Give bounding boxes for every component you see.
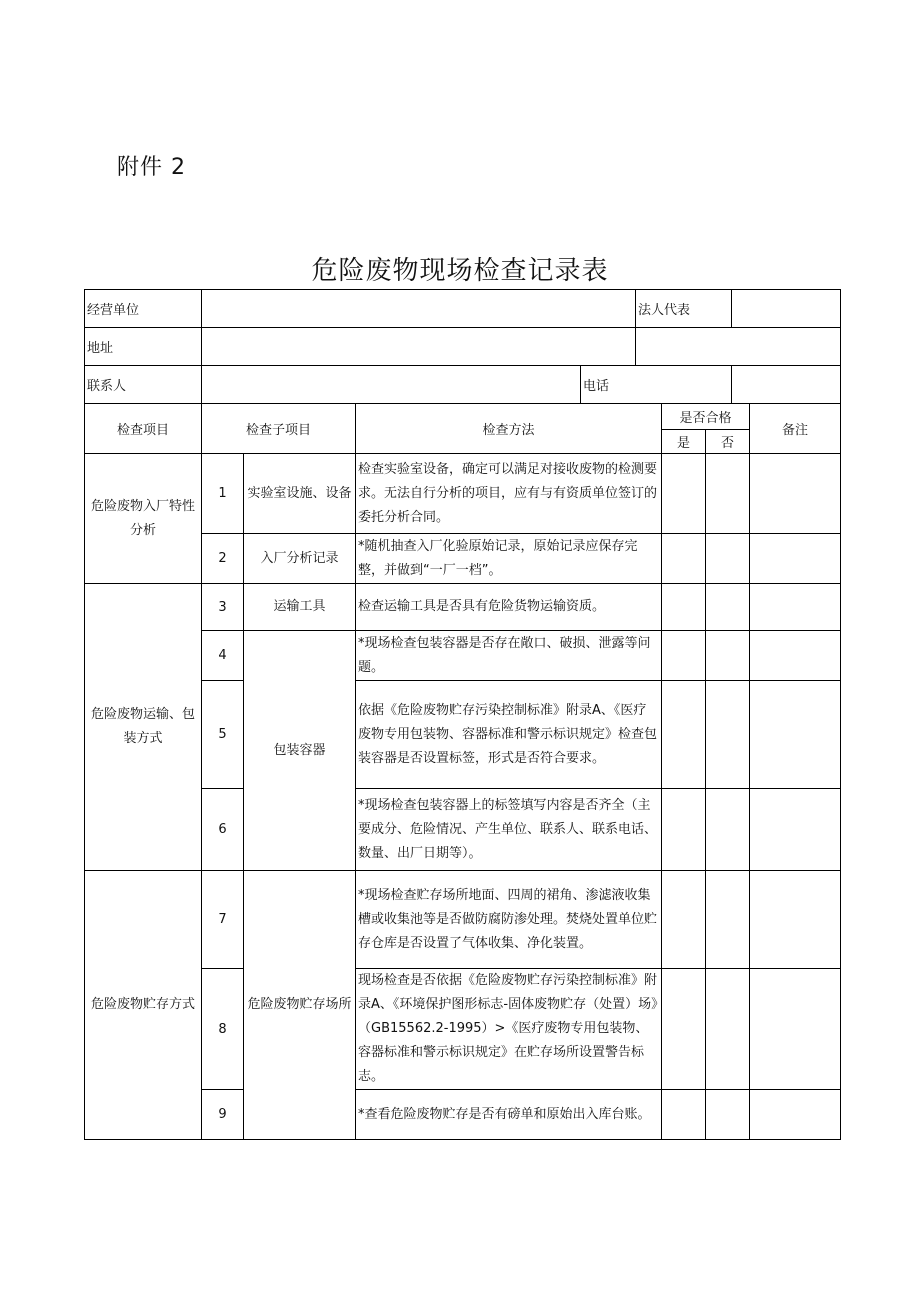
remark-cell[interactable]: [750, 1090, 841, 1140]
row-number: 2: [202, 534, 244, 584]
header-method: 检查方法: [356, 404, 662, 454]
remark-cell[interactable]: [750, 789, 841, 871]
no-cell[interactable]: [706, 789, 750, 871]
operator-value[interactable]: [202, 290, 636, 328]
yes-cell[interactable]: [662, 871, 706, 969]
no-cell[interactable]: [706, 871, 750, 969]
address-extra[interactable]: [636, 328, 841, 366]
method-cell: 检查实验室设备，确定可以满足对接收废物的检测要求。无法自行分析的项目，应有与有资质单位签订的委托分析合同。: [356, 454, 662, 534]
row-number: 8: [202, 969, 244, 1090]
no-cell[interactable]: [706, 1090, 750, 1140]
no-cell[interactable]: [706, 631, 750, 681]
contact-label: 联系人: [85, 366, 202, 404]
subitem-cell: 运输工具: [244, 584, 356, 631]
yes-cell[interactable]: [662, 454, 706, 534]
yes-cell[interactable]: [662, 584, 706, 631]
remark-cell[interactable]: [750, 631, 841, 681]
no-cell[interactable]: [706, 681, 750, 789]
subitem-cell: 包装容器: [244, 631, 356, 871]
address-value[interactable]: [202, 328, 636, 366]
operator-label: 经营单位: [85, 290, 202, 328]
group-item: 危险废物贮存方式: [85, 871, 202, 1140]
no-cell[interactable]: [706, 584, 750, 631]
remark-cell[interactable]: [750, 871, 841, 969]
header-subitem: 检查子项目: [202, 404, 356, 454]
remark-cell[interactable]: [750, 681, 841, 789]
phone-label: 电话: [581, 366, 732, 404]
method-cell: 依据《危险废物贮存污染控制标准》附录A、《医疗废物专用包装物、容器标准和警示标识规定》检查包装容器是否设置标签，形式是否符合要求。: [356, 681, 662, 789]
header-remark: 备注: [750, 404, 841, 454]
method-cell: 现场检查是否依据《危险废物贮存污染控制标准》附录A、《环境保护图形标志-固体废物贮存（处置）场》（GB15562.2-1995）>《医疗废物专用包装物、容器标准和警示标识规定》在贮存场所设置警告标志。: [356, 969, 662, 1090]
header-no: 否: [706, 430, 750, 454]
info-table: [84, 289, 841, 404]
remark-cell[interactable]: [750, 534, 841, 584]
yes-cell[interactable]: [662, 631, 706, 681]
row-number: 1: [202, 454, 244, 534]
contact-value[interactable]: [202, 366, 581, 404]
method-cell: *随机抽查入厂化验原始记录，原始记录应保存完整，并做到“一厂一档”。: [356, 534, 662, 584]
row-number: 7: [202, 871, 244, 969]
method-cell: *现场检查贮存场所地面、四周的裙角、渗滤液收集槽或收集池等是否做防腐防渗处理。焚烧处置单位贮存仓库是否设置了气体收集、净化装置。: [356, 871, 662, 969]
no-cell[interactable]: [706, 969, 750, 1090]
method-cell: *查看危险废物贮存是否有磅单和原始出入库台账。: [356, 1090, 662, 1140]
subitem-cell: 入厂分析记录: [244, 534, 356, 584]
no-cell[interactable]: [706, 454, 750, 534]
row-number: 3: [202, 584, 244, 631]
header-item: 检查项目: [85, 404, 202, 454]
method-cell: *现场检查包装容器是否存在敞口、破损、泄露等问题。: [356, 631, 662, 681]
row-number: 4: [202, 631, 244, 681]
remark-cell[interactable]: [750, 969, 841, 1090]
header-qualified: 是否合格: [662, 404, 750, 430]
yes-cell[interactable]: [662, 789, 706, 871]
attachment-label: 附件 2: [117, 155, 186, 180]
yes-cell[interactable]: [662, 1090, 706, 1140]
row-number: 5: [202, 681, 244, 789]
phone-value[interactable]: [732, 366, 841, 404]
subitem-cell: 危险废物贮存场所: [244, 871, 356, 1140]
group-item: 危险废物入厂特性分析: [85, 454, 202, 584]
row-number: 9: [202, 1090, 244, 1140]
yes-cell[interactable]: [662, 681, 706, 789]
method-cell: 检查运输工具是否具有危险货物运输资质。: [356, 584, 662, 631]
legal-rep-label: 法人代表: [636, 290, 732, 328]
inspection-table: [84, 403, 841, 1140]
method-cell: *现场检查包装容器上的标签填写内容是否齐全（主要成分、危险情况、产生单位、联系人、联系电话、数量、出厂日期等）。: [356, 789, 662, 871]
yes-cell[interactable]: [662, 969, 706, 1090]
row-number: 6: [202, 789, 244, 871]
remark-cell[interactable]: [750, 454, 841, 534]
no-cell[interactable]: [706, 534, 750, 584]
address-label: 地址: [85, 328, 202, 366]
group-item: 危险废物运输、包装方式: [85, 584, 202, 871]
legal-rep-value[interactable]: [732, 290, 841, 328]
remark-cell[interactable]: [750, 584, 841, 631]
form-title: 危险废物现场检查记录表: [311, 256, 609, 286]
header-yes: 是: [662, 430, 706, 454]
yes-cell[interactable]: [662, 534, 706, 584]
subitem-cell: 实验室设施、设备: [244, 454, 356, 534]
